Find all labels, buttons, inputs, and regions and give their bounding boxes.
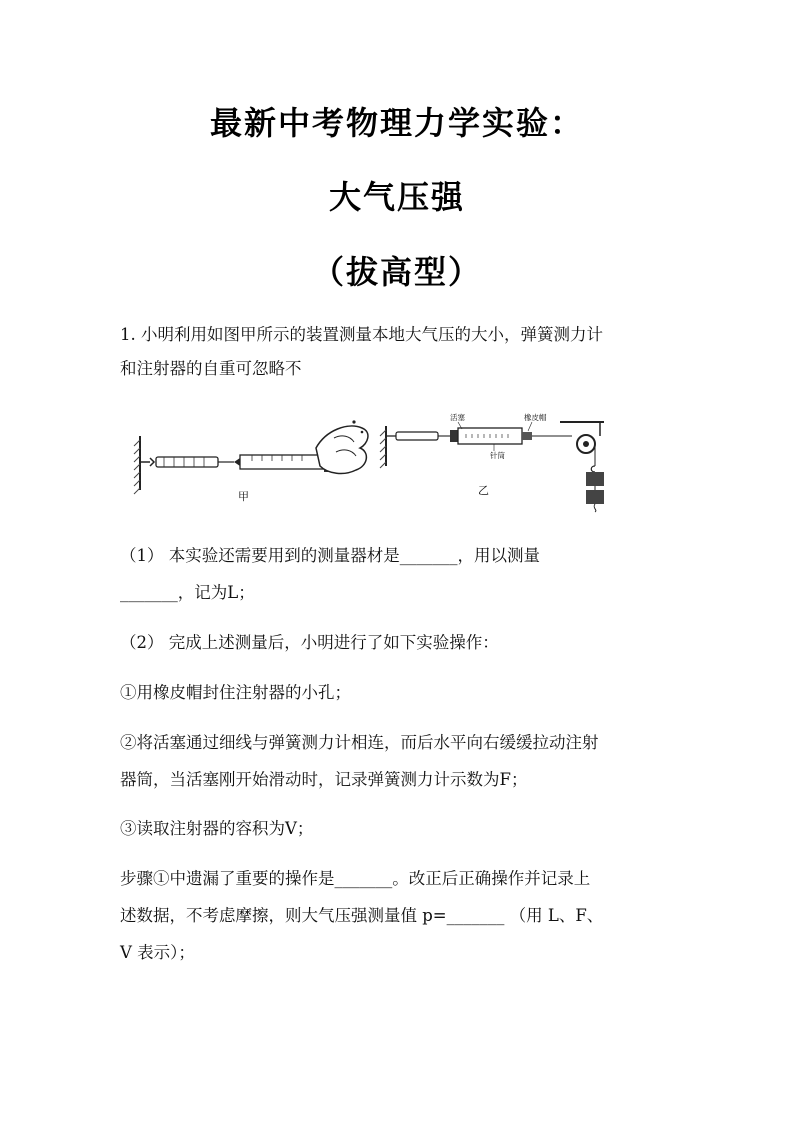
weight-bottom [586,490,604,504]
title-line-1: 最新中考物理力学实验： [209,104,584,142]
step-4-line-1: 步骤①中遗漏了重要的操作是_______。改正后正确操作并记录上 [120,869,591,888]
rubber-cap [522,432,532,440]
spring-scale-jia [156,457,218,467]
part-1-line-1: （1） 本实验还需要用到的测量器材是_______，用以测量 [120,546,540,565]
figure-label-jia: 甲 [238,490,249,503]
label-barrel: 针筒 [490,451,505,460]
question-stem-line-1: 1. 小明利用如图甲所示的装置测量本地大气压的大小，弹簧测力计 [120,325,603,344]
title-line-2: 大气压强 [328,178,465,216]
figure-jia [134,420,368,503]
title-line-3: （拔高型） [311,253,482,291]
figure-yi [380,412,604,512]
step-2-line-2: 器筒，当活塞刚开始滑动时，记录弹簧测力计示数为F； [120,770,528,789]
step-3: ③读取注射器的容积为V； [120,819,314,838]
weight-top [586,472,604,486]
label-rubber-cap: 橡皮帽 [524,413,547,422]
part-2-intro: （2） 完成上述测量后，小明进行了如下实验操作： [120,633,499,652]
experiment-figure [130,408,650,513]
step-1: ①用橡皮帽封住注射器的小孔； [120,683,351,702]
figure-label-yi: 乙 [478,484,489,497]
label-piston: 活塞 [450,413,465,422]
step-4-line-3: V 表示）； [120,943,195,962]
question-stem-line-2: 和注射器的自重可忽略不 [120,359,302,378]
step-2-line-1: ②将活塞通过细线与弹簧测力计相连，而后水平向右缓缓拉动注射 [120,733,599,752]
spring-scale-yi [396,432,438,440]
step-4-line-2: 述数据，不考虑摩擦，则大气压强测量值 p=_______ （用 L、F、 [120,906,604,925]
part-1-line-2: _______，记为L； [120,583,255,602]
